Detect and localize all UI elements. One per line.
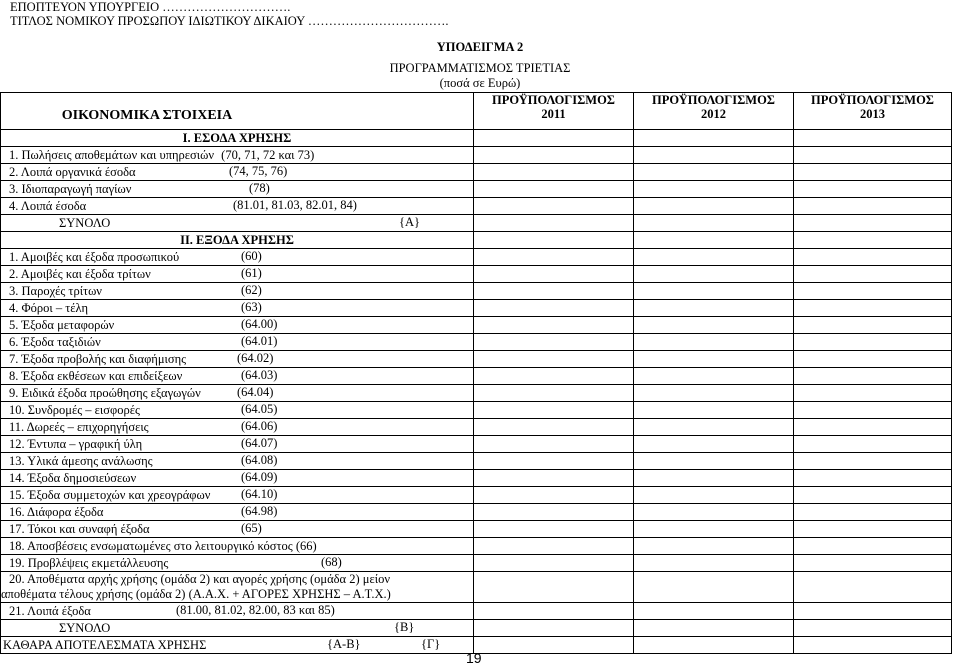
row-label: 10. Συνδρομές – εισφορές bbox=[9, 403, 140, 417]
value-cell bbox=[474, 147, 634, 164]
value-cell bbox=[474, 351, 634, 368]
row-label-cell bbox=[1, 538, 474, 555]
value-cell bbox=[474, 572, 634, 603]
value-cell bbox=[634, 147, 794, 164]
value-cell bbox=[634, 198, 794, 215]
column-header-label: ΠΡΟΫΠΟΛΟΓΙΣΜΟΣ bbox=[811, 93, 934, 107]
row-label-cell bbox=[1, 555, 474, 572]
value-cell bbox=[634, 181, 794, 198]
value-cell bbox=[794, 538, 952, 555]
row-label: 3. Ιδιοπαραγωγή παγίων bbox=[9, 182, 132, 196]
value-cell bbox=[474, 164, 634, 181]
value-cell bbox=[474, 385, 634, 402]
value-cell bbox=[474, 215, 634, 232]
expense-title-text: ΙΙ. ΕΞΟΔΑ ΧΡΗΣΗΣ bbox=[180, 233, 294, 247]
row-label: 1. Αμοιβές και έξοδα προσωπικού bbox=[9, 250, 180, 264]
value-cell bbox=[794, 164, 952, 181]
row-code: (64.04) bbox=[237, 385, 274, 399]
table-row bbox=[1, 521, 952, 538]
column-header-2013 bbox=[794, 93, 952, 130]
value-cell bbox=[474, 198, 634, 215]
sample-title: ΥΠΟΔΕΙΓΜΑ 2 bbox=[436, 40, 524, 54]
value-cell bbox=[634, 572, 794, 603]
table-row bbox=[1, 181, 952, 198]
row-label-cell bbox=[1, 249, 474, 266]
value-cell bbox=[794, 555, 952, 572]
income-section-title bbox=[1, 130, 474, 147]
value-cell bbox=[794, 266, 952, 283]
value-cell bbox=[634, 385, 794, 402]
value-cell bbox=[794, 637, 952, 654]
value-cell bbox=[634, 164, 794, 181]
value-cell bbox=[634, 232, 794, 249]
value-cell bbox=[474, 181, 634, 198]
value-cell bbox=[474, 232, 634, 249]
value-cell bbox=[474, 453, 634, 470]
row-label: 15. Έξοδα συμμετοχών και χρεογράφων bbox=[9, 488, 211, 502]
value-cell bbox=[794, 419, 952, 436]
row-code: (62) bbox=[241, 283, 262, 297]
row-code: (61) bbox=[241, 266, 262, 280]
row-label-cell bbox=[1, 521, 474, 538]
row-label-cell bbox=[1, 572, 474, 603]
column-header-year: 2013 bbox=[860, 107, 885, 121]
value-cell bbox=[634, 249, 794, 266]
table-row bbox=[1, 300, 952, 317]
row-label: 2. Αμοιβές και έξοδα τρίτων bbox=[9, 267, 151, 281]
row-code: (81.01, 81.03, 82.01, 84) bbox=[233, 198, 357, 212]
column-header-year: 2011 bbox=[541, 107, 566, 121]
row-label-cell bbox=[1, 300, 474, 317]
value-cell bbox=[474, 368, 634, 385]
value-cell bbox=[634, 504, 794, 521]
row-code: (64.08) bbox=[241, 453, 278, 467]
value-cell bbox=[794, 521, 952, 538]
value-cell bbox=[474, 538, 634, 555]
value-cell bbox=[794, 351, 952, 368]
value-cell bbox=[794, 487, 952, 504]
row-code: (65) bbox=[241, 521, 262, 535]
row-label: 6. Έξοδα ταξιδιών bbox=[9, 335, 101, 349]
value-cell bbox=[794, 317, 952, 334]
row-label: 19. Προβλέψεις εκμετάλλευσης bbox=[9, 556, 169, 570]
row-code: (64.02) bbox=[237, 351, 274, 365]
value-cell bbox=[794, 334, 952, 351]
row-label-cell bbox=[1, 317, 474, 334]
value-cell bbox=[794, 436, 952, 453]
value-cell bbox=[474, 283, 634, 300]
financial-table bbox=[0, 92, 952, 654]
program-title: ΠΡΟΓΡΑΜΜΑΤΙΣΜΟΣ ΤΡΙΕΤΙΑΣ bbox=[389, 61, 571, 75]
income-cell-2013 bbox=[794, 130, 952, 147]
row-label: 7. Έξοδα προβολής και διαφήμισης bbox=[9, 352, 187, 366]
table-row bbox=[1, 572, 952, 603]
row-code: (70, 71, 72 και 73) bbox=[221, 148, 315, 162]
income-title-text: Ι. ΕΣΟΔΑ ΧΡΗΣΗΣ bbox=[182, 131, 292, 145]
total-label: ΣΥΝΟΛΟ bbox=[59, 621, 111, 635]
table-row bbox=[1, 555, 952, 572]
value-cell bbox=[634, 637, 794, 654]
table-row bbox=[1, 504, 952, 521]
row-label-continued: αποθέματα τέλους χρήσης (ομάδα 2) (Α.Α.Χ. + ΑΓΟΡΕΣ ΧΡΗΣΗΣ – Α.Τ.Χ.) bbox=[1, 587, 391, 601]
row-label-cell bbox=[1, 351, 474, 368]
row-label: 3. Παροχές τρίτων bbox=[9, 284, 102, 298]
row-label: 13. Υλικά άμεσης ανάλωσης bbox=[9, 454, 153, 468]
row-label-cell bbox=[1, 164, 474, 181]
value-cell bbox=[634, 603, 794, 620]
row-label: 14. Έξοδα δημοσιεύσεων bbox=[9, 471, 137, 485]
value-cell bbox=[634, 300, 794, 317]
row-label: 2. Λοιπά οργανικά έσοδα bbox=[9, 165, 136, 179]
row-code: (64.03) bbox=[241, 368, 278, 382]
value-cell bbox=[474, 504, 634, 521]
row-label-cell bbox=[1, 385, 474, 402]
result-label: ΚΑΘΑΡΑ ΑΠΟΤΕΛΕΣΜΑΤΑ ΧΡΗΣΗΣ bbox=[3, 638, 207, 652]
table-row bbox=[1, 487, 952, 504]
row-label: 17. Τόκοι και συναφή έξοδα bbox=[9, 522, 150, 536]
result-code-g: {Γ} bbox=[421, 637, 441, 651]
value-cell bbox=[634, 419, 794, 436]
row-label: 1. Πωλήσεις αποθεμάτων και υπηρεσιών bbox=[9, 148, 215, 162]
income-total-row bbox=[1, 215, 952, 232]
row-code: (64.10) bbox=[241, 487, 278, 501]
value-cell bbox=[794, 453, 952, 470]
row-label-cell bbox=[1, 181, 474, 198]
value-cell bbox=[634, 368, 794, 385]
row-code: (64.07) bbox=[241, 436, 278, 450]
value-cell bbox=[794, 603, 952, 620]
row-code: (74, 75, 76) bbox=[229, 164, 288, 178]
value-cell bbox=[634, 266, 794, 283]
table-row bbox=[1, 436, 952, 453]
value-cell bbox=[634, 521, 794, 538]
value-cell bbox=[794, 470, 952, 487]
column-header-2012 bbox=[634, 93, 794, 130]
page-number: 19 bbox=[466, 650, 482, 666]
income-cell-2011 bbox=[474, 130, 634, 147]
row-label: 4. Φόροι – τέλη bbox=[9, 301, 88, 315]
entity-title-line: ΤΙΤΛΟΣ ΝΟΜΙΚΟΥ ΠΡΟΣΩΠΟΥ ΙΔΙΩΤΙΚΟΥ ΔΙΚΑΙΟΥ ……………………………. bbox=[10, 14, 449, 28]
value-cell bbox=[794, 300, 952, 317]
row-label-cell bbox=[1, 419, 474, 436]
table-row bbox=[1, 198, 952, 215]
value-cell bbox=[794, 504, 952, 521]
value-cell bbox=[474, 317, 634, 334]
row-label: 21. Λοιπά έξοδα bbox=[9, 604, 91, 618]
row-code: (63) bbox=[241, 300, 262, 314]
value-cell bbox=[474, 620, 634, 637]
table-row bbox=[1, 470, 952, 487]
row-label-cell bbox=[1, 334, 474, 351]
row-label: 12. Έντυπα – γραφική ύλη bbox=[9, 437, 143, 451]
value-cell bbox=[474, 266, 634, 283]
column-header-label: ΠΡΟΫΠΟΛΟΓΙΣΜΟΣ bbox=[652, 93, 775, 107]
table-row bbox=[1, 538, 952, 555]
value-cell bbox=[794, 249, 952, 266]
row-label-cell bbox=[1, 215, 474, 232]
value-cell bbox=[794, 402, 952, 419]
value-cell bbox=[474, 334, 634, 351]
value-cell bbox=[634, 620, 794, 637]
row-label: 18. Αποσβέσεις ενσωματωμένες στο λειτουργικό κόστος (66) bbox=[9, 539, 317, 553]
value-cell bbox=[794, 283, 952, 300]
value-cell bbox=[634, 555, 794, 572]
row-code: (64.98) bbox=[241, 504, 278, 518]
row-code: (64.01) bbox=[241, 334, 278, 348]
value-cell bbox=[634, 334, 794, 351]
ministry-line: ΕΠΟΠΤΕΥΟΝ ΥΠΟΥΡΓΕΙΟ …………………………. bbox=[10, 0, 291, 14]
value-cell bbox=[634, 538, 794, 555]
expense-section-title bbox=[1, 232, 474, 249]
value-cell bbox=[794, 232, 952, 249]
row-code: (64.05) bbox=[241, 402, 278, 416]
row-code: (78) bbox=[249, 181, 270, 195]
row-code: (64.06) bbox=[241, 419, 278, 433]
value-cell bbox=[474, 487, 634, 504]
value-cell bbox=[794, 620, 952, 637]
value-cell bbox=[634, 470, 794, 487]
row-label-cell bbox=[1, 470, 474, 487]
value-cell bbox=[634, 453, 794, 470]
value-cell bbox=[474, 436, 634, 453]
value-cell bbox=[634, 436, 794, 453]
row-code: (64.09) bbox=[241, 470, 278, 484]
value-cell bbox=[794, 368, 952, 385]
row-label-cell bbox=[1, 198, 474, 215]
row-label-cell bbox=[1, 266, 474, 283]
value-cell bbox=[634, 283, 794, 300]
row-code: (64.00) bbox=[241, 317, 278, 331]
table-row bbox=[1, 283, 952, 300]
column-header-2011 bbox=[474, 93, 634, 130]
table-row bbox=[1, 351, 952, 368]
table-row bbox=[1, 419, 952, 436]
value-cell bbox=[794, 147, 952, 164]
row-code: (60) bbox=[241, 249, 262, 263]
value-cell bbox=[474, 555, 634, 572]
row-code: (68) bbox=[321, 555, 342, 569]
row-label-cell bbox=[1, 283, 474, 300]
table-row bbox=[1, 603, 952, 620]
income-cell-2012 bbox=[634, 130, 794, 147]
value-cell bbox=[794, 198, 952, 215]
total-label: ΣΥΝΟΛΟ bbox=[59, 216, 111, 230]
table-row bbox=[1, 453, 952, 470]
value-cell bbox=[794, 572, 952, 603]
row-label: 20. Αποθέματα αρχής χρήσης (ομάδα 2) και αγορές χρήσης (ομάδα 2) μείον bbox=[9, 572, 390, 586]
row-code: (81.00, 81.02, 82.00, 83 και 85) bbox=[176, 603, 335, 617]
section-label-cell bbox=[1, 93, 474, 130]
table-row bbox=[1, 147, 952, 164]
total-code: {Α} bbox=[399, 215, 421, 229]
table-row bbox=[1, 249, 952, 266]
currency-note: (ποσά σε Ευρώ) bbox=[439, 76, 521, 90]
expense-total-row bbox=[1, 620, 952, 637]
value-cell bbox=[634, 215, 794, 232]
row-label: 16. Διάφορα έξοδα bbox=[9, 505, 104, 519]
result-code-ab: {Α-Β} bbox=[327, 637, 361, 651]
value-cell bbox=[794, 215, 952, 232]
total-code: {Β} bbox=[394, 620, 415, 634]
value-cell bbox=[474, 470, 634, 487]
value-cell bbox=[794, 385, 952, 402]
row-label: 4. Λοιπά έσοδα bbox=[9, 199, 87, 213]
row-label-cell bbox=[1, 637, 474, 654]
value-cell bbox=[474, 637, 634, 654]
value-cell bbox=[474, 419, 634, 436]
row-label-cell bbox=[1, 402, 474, 419]
table-row bbox=[1, 385, 952, 402]
section-label: ΟΙΚΟΝΟΜΙΚΑ ΣΤΟΙΧΕΙΑ bbox=[61, 108, 233, 123]
table-row bbox=[1, 402, 952, 419]
table-row bbox=[1, 334, 952, 351]
row-label: 11. Δωρεές – επιχορηγήσεις bbox=[9, 420, 149, 434]
value-cell bbox=[634, 317, 794, 334]
value-cell bbox=[474, 521, 634, 538]
table-row bbox=[1, 368, 952, 385]
table-row bbox=[1, 266, 952, 283]
column-header-year: 2012 bbox=[701, 107, 726, 121]
row-label-cell bbox=[1, 147, 474, 164]
table-row bbox=[1, 164, 952, 181]
value-cell bbox=[474, 603, 634, 620]
row-label-cell bbox=[1, 620, 474, 637]
row-label-cell bbox=[1, 453, 474, 470]
column-header-label: ΠΡΟΫΠΟΛΟΓΙΣΜΟΣ bbox=[492, 93, 615, 107]
value-cell bbox=[474, 402, 634, 419]
row-label: 5. Έξοδα μεταφορών bbox=[9, 318, 115, 332]
row-label: 8. Έξοδα εκθέσεων και επιδείξεων bbox=[9, 369, 183, 383]
row-label: 9. Ειδικά έξοδα προώθησης εξαγωγών bbox=[9, 386, 201, 400]
table-row bbox=[1, 317, 952, 334]
value-cell bbox=[634, 351, 794, 368]
row-label-cell bbox=[1, 504, 474, 521]
row-label-cell bbox=[1, 436, 474, 453]
value-cell bbox=[794, 181, 952, 198]
row-label-cell bbox=[1, 603, 474, 620]
row-label-cell bbox=[1, 487, 474, 504]
value-cell bbox=[634, 402, 794, 419]
value-cell bbox=[474, 300, 634, 317]
value-cell bbox=[474, 249, 634, 266]
value-cell bbox=[634, 487, 794, 504]
row-label-cell bbox=[1, 368, 474, 385]
